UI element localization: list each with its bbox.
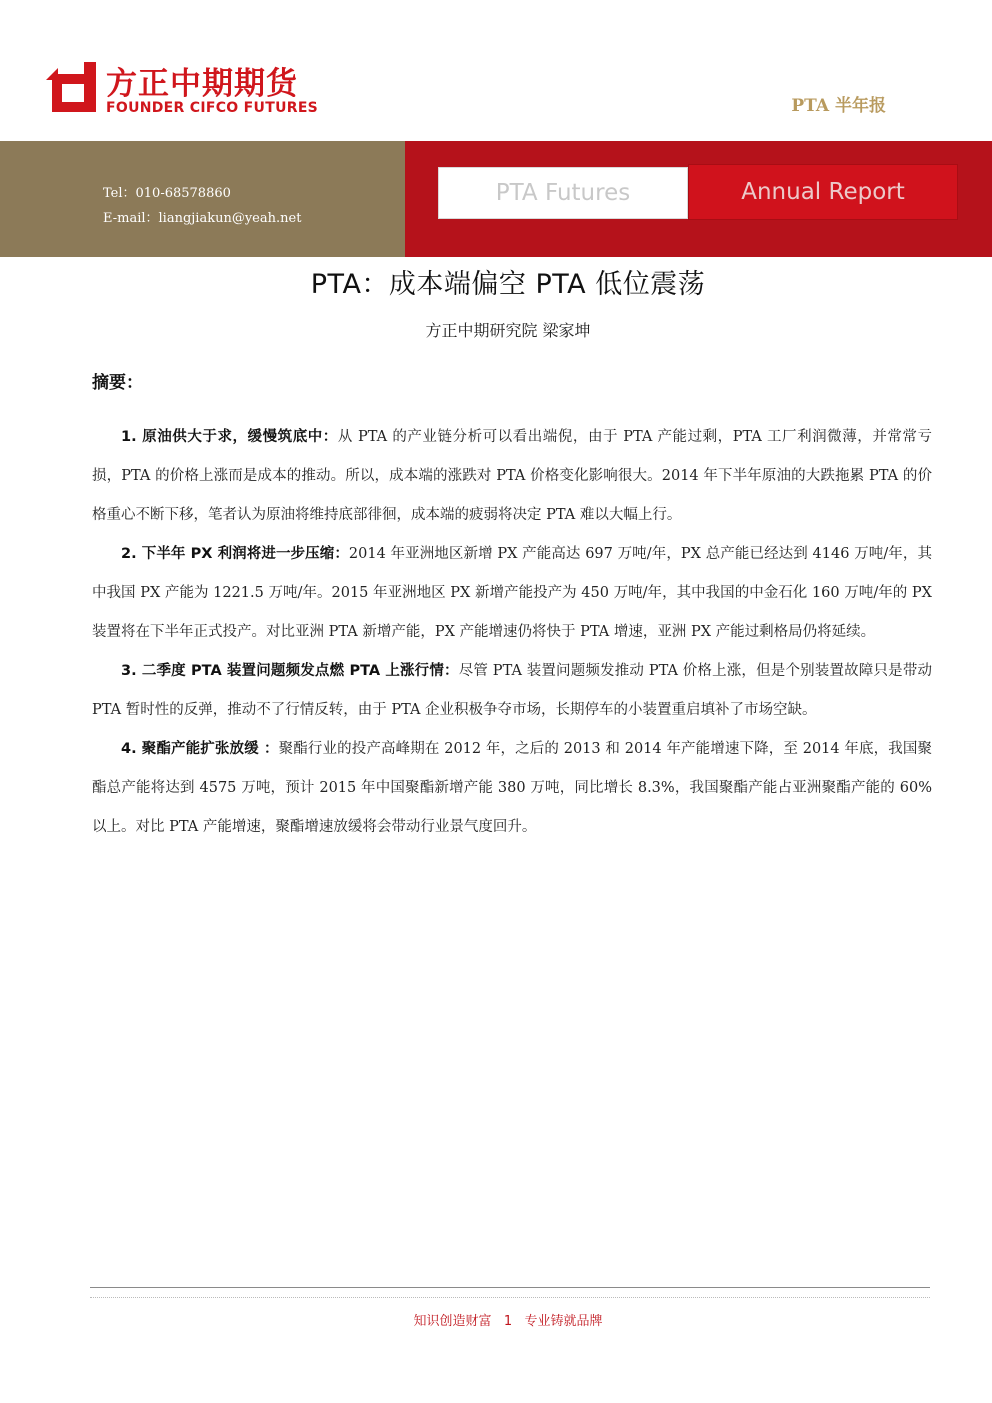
contact-tel: Tel：010-68578860: [103, 186, 231, 201]
logo-mark-icon: [44, 60, 98, 114]
abstract-point: [92, 730, 932, 847]
contact-email: E-mail：liangjiakun@yeah.net: [103, 211, 302, 226]
abstract-point: [92, 652, 932, 730]
footer-slogan-right: 专业铸就品牌: [524, 1314, 603, 1329]
abstract-point: [92, 418, 932, 535]
page-number: 1: [503, 1314, 513, 1329]
page-title: PTA：成本端偏空 PTA 低位震荡: [310, 269, 706, 300]
logo-english-name: FOUNDER CIFCO FUTURES: [106, 100, 319, 116]
report-type-label: PTA 半年报: [791, 96, 886, 116]
point-text: 聚酯行业的投产高峰期在 2012 年，之后的 2013 和 2014 年产能增速下降，至 2014 年底，我国聚酯总产能将达到 4575 万吨，预计 2015 年中国聚酯新增产能 380 万吨，同比增长 8.3%，我国聚酯产能占亚洲聚酯产能的 60%以上。对比 PTA 产能增速，聚酯增速放缓将会带动行业景气度回升。: [92, 741, 932, 835]
point-text: 2014 年亚洲地区新增 PX 产能高达 697 万吨/年，PX 总产能已经达到 4146 万吨/年，其中我国 PX 产能为 1221.5 万吨/年。2015 年亚洲地区 PX 新增产能投产为 450 万吨/年，其中我国的中金石化 160 万吨/年的 PX 装置将在下半年正式投产。对比亚洲 PTA 新增产能，PX 产能增速仍将快于 PTA 增速，亚洲 PX 产能过剩格局仍将延续。: [92, 546, 932, 640]
point-text: 从 PTA 的产业链分析可以看出端倪，由于 PTA 产能过剩，PTA 工厂利润微薄，并常常亏损，PTA 的价格上涨而是成本的推动。所以，成本端的涨跌对 PTA 价格变化影响很大。2014 年下半年原油的大跌拖累 PTA 的价格重心不断下移，笔者认为原油将维持底部徘徊，成本端的疲弱将决定 PTA 难以大幅上行。: [92, 429, 932, 523]
annual-report-tab: Annual Report: [688, 164, 958, 220]
pta-futures-tab: PTA Futures: [438, 167, 688, 219]
page-footer: [0, 1310, 992, 1329]
abstract-point: [92, 535, 932, 652]
abstract-body: [92, 418, 932, 847]
point-heading: 2. 下半年 PX 利润将进一步压缩：: [121, 546, 349, 562]
point-heading: 3. 二季度 PTA 装置问题频发点燃 PTA 上涨行情：: [121, 663, 459, 679]
logo-chinese-name: 方正中期期货: [106, 66, 298, 102]
author-line: 方正中期研究院 梁家坤: [425, 321, 591, 340]
banner-contact-panel: [0, 141, 405, 257]
footer-slogan-left: 知识创造财富: [413, 1314, 492, 1329]
point-heading: 4. 聚酯产能扩张放缓 ：: [121, 741, 279, 757]
contact-info: [103, 181, 301, 231]
footer-dotted-divider: [90, 1297, 930, 1298]
point-heading: 1. 原油供大于求，缓慢筑底中：: [121, 429, 338, 445]
abstract-heading: 摘要：: [92, 373, 143, 393]
footer-divider: [90, 1287, 930, 1288]
company-logo: [44, 58, 344, 122]
point-text: 尽管 PTA 装置问题频发推动 PTA 价格上涨，但是个别装置故障只是带动 PTA 暂时性的反弹，推动不了行情反转，由于 PTA 企业积极争夺市场，长期停车的小装置重启填补了市场空缺。: [92, 663, 932, 718]
